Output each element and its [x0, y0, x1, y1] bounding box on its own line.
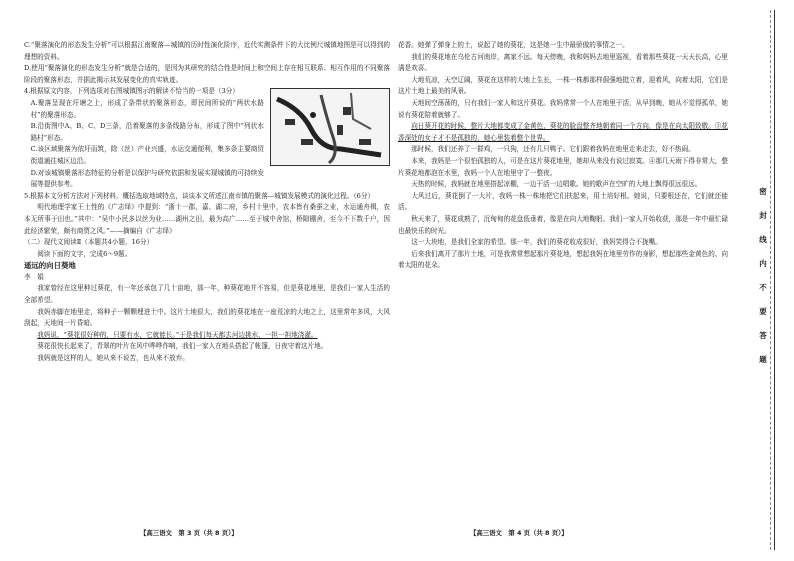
story-paragraph: 这一大块地，是我们全家的希望。那一年，我们的葵花收成很好，我妈笑得合不拢嘴。 [411, 238, 662, 247]
story-paragraph: 葵花很快长起来了，青翠的叶片在风中哗哗作响，我们一家人在地头搭起了帐篷，日夜守着这片地。 [37, 342, 328, 351]
quote-paragraph: 明代地理学家王士性的《广志绎》中提到：“浙十一郡，嘉、湖二府，乡村十里中，农本皆有桑蚕之业，水运通舟楫，农本无所事于田也。”其中：“吴中小民多以丝为业……湖州之田，最为高广……至于城中舍馆，桥隙棚舍，至今不下数千户，因此经济繁荣，颇有商贾之风。”——摘编自《广志绎》 [24, 203, 390, 235]
option-d: D.对该城镇聚落形态特征的分析是以保护与研究依据和发展实现城镇的可持续发展等提供参考。 [30, 168, 264, 189]
story-paragraph: 天地间空荡荡的，只有我们一家人和这片葵花。我妈常常一个人在地里干活，从早到晚，她从不觉得孤单，她说有葵花陪着就够了。 [398, 98, 728, 119]
option-c: C.该区域聚落为依圩而筑，除（丝）产业兴盛，水运交通便利，集多条主要商贸街道通往城区边沿。 [30, 145, 264, 165]
binding-margin [752, 0, 794, 561]
story-paragraph: 我家曾经在这里种过葵花，有一年还承包了几十亩地，那一年，种葵花地并不容易，但是葵花地里，是我们一家人生活的全部希望。 [24, 284, 390, 305]
paragraph: D.使用“聚落演化的形态发生分析”就是合适的，是因为其研究的结合性是时间上和空间上存在相互联系、相互作用的不同聚落阶段的聚落形态，并据此揭示其发展变化的真实轨迹。 [24, 64, 390, 84]
question-4: 4.根据原文内容，下列选项对右图城镇图示的解读不恰当的一项是（3分） [24, 87, 239, 96]
story-paragraph: 那时候，我们还养了一群鸡，一只狗，还有几只鸭子。它们跟着我妈在地里走来走去，好不热闹。 [411, 145, 695, 154]
passage-author: 李 娟 [24, 272, 44, 281]
reading-instruction: 阅读下面的文字，完成6～9题。 [37, 249, 132, 258]
story-paragraph: 大地荒凉，天空辽阔，葵花在这样的大地上生长，一株一株都那样倔强地挺立着，迎着风，向着太阳，它们是这片土地上最美的风景。 [398, 75, 728, 96]
story-paragraph: 我们的葵花地在乌伦古河南岸，离家不远。每天傍晚，我和妈妈去地里巡视，看着那些葵花一天天长高，心里满是欢喜。 [398, 52, 728, 73]
story-paragraph: 本来，我妈是一个很怕孤独的人，可是在这片葵花地里，她却从来没有说过寂寞。④那几天雨下得非常大，整片葵花地都泡在水里，我妈一个人在地里守了一整夜。 [398, 156, 728, 177]
binding-line [774, 10, 775, 550]
page-footer-left: 【高三语文 第 3 页（共 8 页）】 [140, 529, 238, 537]
story-paragraph: 我妈说，“葵花很好种的，只要有水，它就能长。”于是我们每天都去河边挑水，一担一担地浇灌。 [37, 330, 318, 339]
question-5: 5.根据本文分析方法对下列材料，概括选取地域特点，谈谈本文所述江南市镇的聚落—城镇发展模式的演化过程。（6分） [24, 191, 375, 200]
paragraph: C.“聚落演化的形态发生分析”可以根据江南聚落—城镇的历时性演化阶序，近代实测条件下的大比例尺城镇地图是可以得到的理想的资料。 [24, 41, 390, 61]
option-a: A.聚落呈现在圩塘之上，形成了条带状的聚落形态，即民间所说的“两状水路村”的聚落形态。 [30, 98, 264, 119]
town-map-diagram [271, 89, 389, 165]
story-paragraph: 天热的时候，我妈就在地里搭起凉棚，一边干活一边唱歌。她的歌声在空旷的大地上飘得很远很远。 [411, 180, 702, 189]
story-paragraph: 秋天来了，葵花成熟了，沉甸甸的花盘低垂着，像是在向大地鞠躬。我们一家人开始收获，那是一年中最忙碌也最快乐的时光。 [398, 214, 728, 235]
town-map-figure [270, 88, 390, 166]
cut-line [770, 10, 772, 550]
page-footer-right: 【高三语文 第 4 页（共 8 页）】 [470, 529, 568, 537]
option-b: B.沿街图中A、B、C、D三条，沿着聚落的多条线路分布，形成了图中“列状水路村”形态。 [30, 122, 264, 142]
story-paragraph: 花香。她弹了弹身上的土，说起了她的葵花，这是她一生中最骄傲的事情之一。 [398, 41, 629, 49]
section-heading: （二）现代文阅读Ⅱ（本题共4小题，16分） [24, 238, 154, 247]
story-paragraph: 向日葵开花的时候，整片大地都变成了金黄色，葵花的脸盘整齐地朝着同一个方向，像是在向太阳致敬。③花香深处的女子才不是孤独的，她心里装着整个世界。 [398, 122, 728, 142]
story-paragraph: 大风过后，葵花倒了一大片，我妈一株一株地把它们扶起来，用土培好根。她说，只要根还在，它们就还能活。 [398, 191, 728, 212]
story-paragraph: 我妈赤脚在地里走，将种子一颗颗埋进土中。这片土地很大，我们的葵花地在一座荒凉的大地之上，这里常年多风，大风刮起，天地间一片昏暗。 [24, 307, 390, 328]
story-paragraph: 我妈就是这样的人，她从来不说苦，也从来不放弃。 [37, 354, 189, 363]
right-page [398, 40, 728, 540]
binding-notice: 密封线内不要答题 [759, 187, 767, 364]
story-paragraph: 后来我们离开了那片土地，可是我常常想起那片葵花地，想起我妈在地里劳作的身影，想起那些金黄色的、向着太阳的花朵。 [398, 249, 728, 270]
passage-title: 遥远的向日葵地 [24, 261, 76, 271]
left-page [24, 40, 390, 540]
